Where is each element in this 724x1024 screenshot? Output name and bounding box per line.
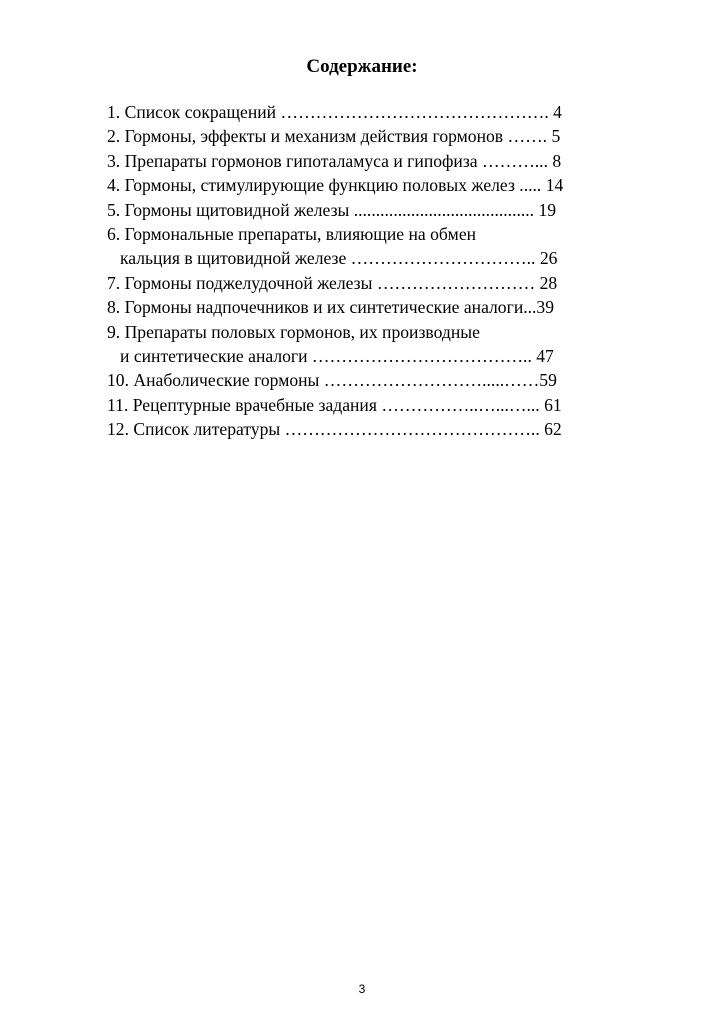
toc-entry-continuation: кальция в щитовидной железе ………………………….. 26	[120, 248, 558, 269]
toc-entry: 6. Гормональные препараты, влияющие на обмен	[107, 224, 477, 245]
toc-entry-continuation: и синтетические аналоги ……………………………….. 47	[120, 346, 554, 367]
toc-entry: 5. Гормоны щитовидной железы ......................................... 19	[107, 199, 557, 220]
toc-entry: 4. Гормоны, стимулирующие функцию половых желез ..... 14	[107, 175, 564, 196]
toc-entry: 1. Список сокращений ………………………………………. 4	[107, 102, 562, 122]
toc-entry: 11. Рецептурные врачебные задания ……………..…...…... 61	[107, 394, 562, 415]
toc-entry: 7. Гормоны поджелудочной железы ……………………… 28	[107, 272, 558, 293]
toc-entry: 12. Список литературы …………………………………….. 62	[107, 419, 562, 440]
toc-title: Содержание:	[306, 56, 418, 77]
page-number: 3	[358, 982, 366, 996]
table-of-contents	[107, 100, 687, 442]
toc-entry: 10. Анаболические гормоны ……………………….....……59	[107, 370, 557, 391]
toc-entry: 8. Гормоны надпочечников и их синтетические аналоги...39	[107, 297, 555, 318]
toc-entry: 2. Гормоны, эффекты и механизм действия гормонов ……. 5	[107, 126, 561, 147]
toc-entry: 9. Препараты половых гормонов, их производные	[107, 321, 480, 342]
toc-entry: 3. Препараты гормонов гипоталамуса и гипофиза ………... 8	[107, 150, 562, 171]
